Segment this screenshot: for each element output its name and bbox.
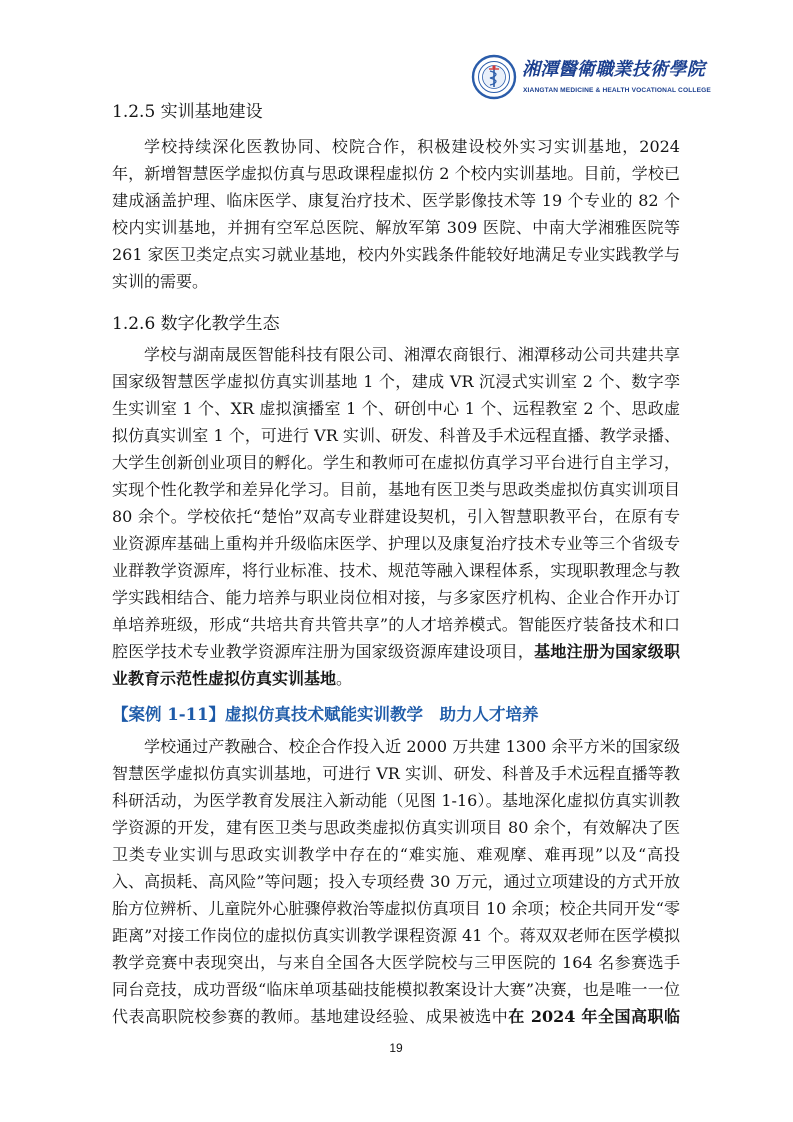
- section-paragraph-1-2-6: [112, 341, 680, 692]
- college-emblem-icon: [471, 54, 517, 100]
- section-paragraph-1-2-5: 学校持续深化医教协同、校院合作，积极建设校外实习实训基地，2024 年，新增智慧医学虚拟仿真与思政课程虚拟仿 2 个校内实训基地。目前，学校已建成涵盖护理、临床医学、康复治疗技术、医学影像技术等 19 个专业的 82 个校内实训基地，并拥有空军总医院、解放军第 309 医院、中南大学湘雅医院等 261 家医卫类定点实习就业基地，校内外实践条件能较好地满足专业实践教学与实训的需要。: [112, 137, 680, 291]
- case-paragraph-text: 学校通过产教融合、校企合作投入近 2000 万共建 1300 余平方米的国家级智慧医学虚拟仿真实训基地，可进行 VR 实训、研发、科普及手术远程直播等教科研活动，为医学教育发展注入新动能（见图 1-16）。基地深化虚拟仿真实训教学资源的开发，建有医卫类与思政类虚拟仿真实训项目 80 余个，有效解决了医卫类专业实训与思政实训教学中存在的“难实施、难观摩、难再现”以及“高投入、高损耗、高风险”等问题；投入专项经费 30 万元，通过立项建设的方式开放胎方位辨析、儿童院外心脏骤停救治等虚拟仿真项目 10 余项；校企共同开发“零距离”对接工作岗位的虚拟仿真实训教学课程资源 41 个。蒋双双老师在医学模拟教学竞赛中表现突出，与来自全国各大医学院校与三甲医院的 164 名参赛选手同台竞技，成功晋级“临床单项基础技能模拟教案设计大赛”决赛，也是唯一一位代表高职院校参赛的教师。基地建设经验、成果被选中: [112, 737, 680, 1026]
- page-content: [112, 97, 680, 1058]
- paragraph-text: 学校与湖南晟医智能科技有限公司、湘潭农商银行、湘潭移动公司共建共享国家级智慧医学虚拟仿真实训基地 1 个，建成 VR 沉浸式实训室 2 个、数字孪生实训室 1 个、XR 虚拟演播室 1 个、研创中心 1 个、远程教室 2 个、思政虚拟仿真实训室 1 个，可进行 VR 实训、研发、科普及手术远程直播、教学录播、大学生创新创业项目的孵化。学生和教师可在虚拟仿真学习平台进行自主学习，实现个性化教学和差异化学习。目前，基地有医卫类与思政类虚拟仿真实训项目 80 余个。学校依托“楚怡”双高专业群建设契机，引入智慧职教平台，在原有专业资源库基础上重构并升级临床医学、护理以及康复治疗技术专业等三个省级专业群教学资源库，将行业标准、技术、规范等融入课程体系，实现职教理念与教学实践相结合、能力培养与职业岗位相对接，与多家医疗机构、企业合作开办订单培养班级，形成“共培共育共管共享”的人才培养模式。智能医疗装备技术和口腔医学技术专业教学资源库注册为国家级资源库建设项目，: [112, 345, 680, 661]
- section-heading-1-2-5: 1.2.5 实训基地建设: [112, 102, 263, 122]
- case-paragraph: [112, 733, 680, 1030]
- paragraph-text-end: 。: [336, 669, 353, 688]
- page-number: 19: [389, 1041, 403, 1055]
- section-heading-1-2-6: 1.2.6 数字化教学生态: [112, 314, 280, 334]
- college-name-en: XIANGTAN MEDICINE & HEALTH VOCATIONAL COLLEGE: [523, 87, 711, 94]
- case-heading: 【案例 1-11】虚拟仿真技术赋能实训教学 助力人才培养: [112, 705, 539, 724]
- highlight-text: 基地注册为国家级职业教育示范性虚拟仿真实训基地: [112, 642, 680, 688]
- college-name-cn: 湘潭醫衛職業技術學院: [522, 59, 705, 80]
- case-highlight-text: 在 2024 年全国高职临: [508, 1007, 680, 1026]
